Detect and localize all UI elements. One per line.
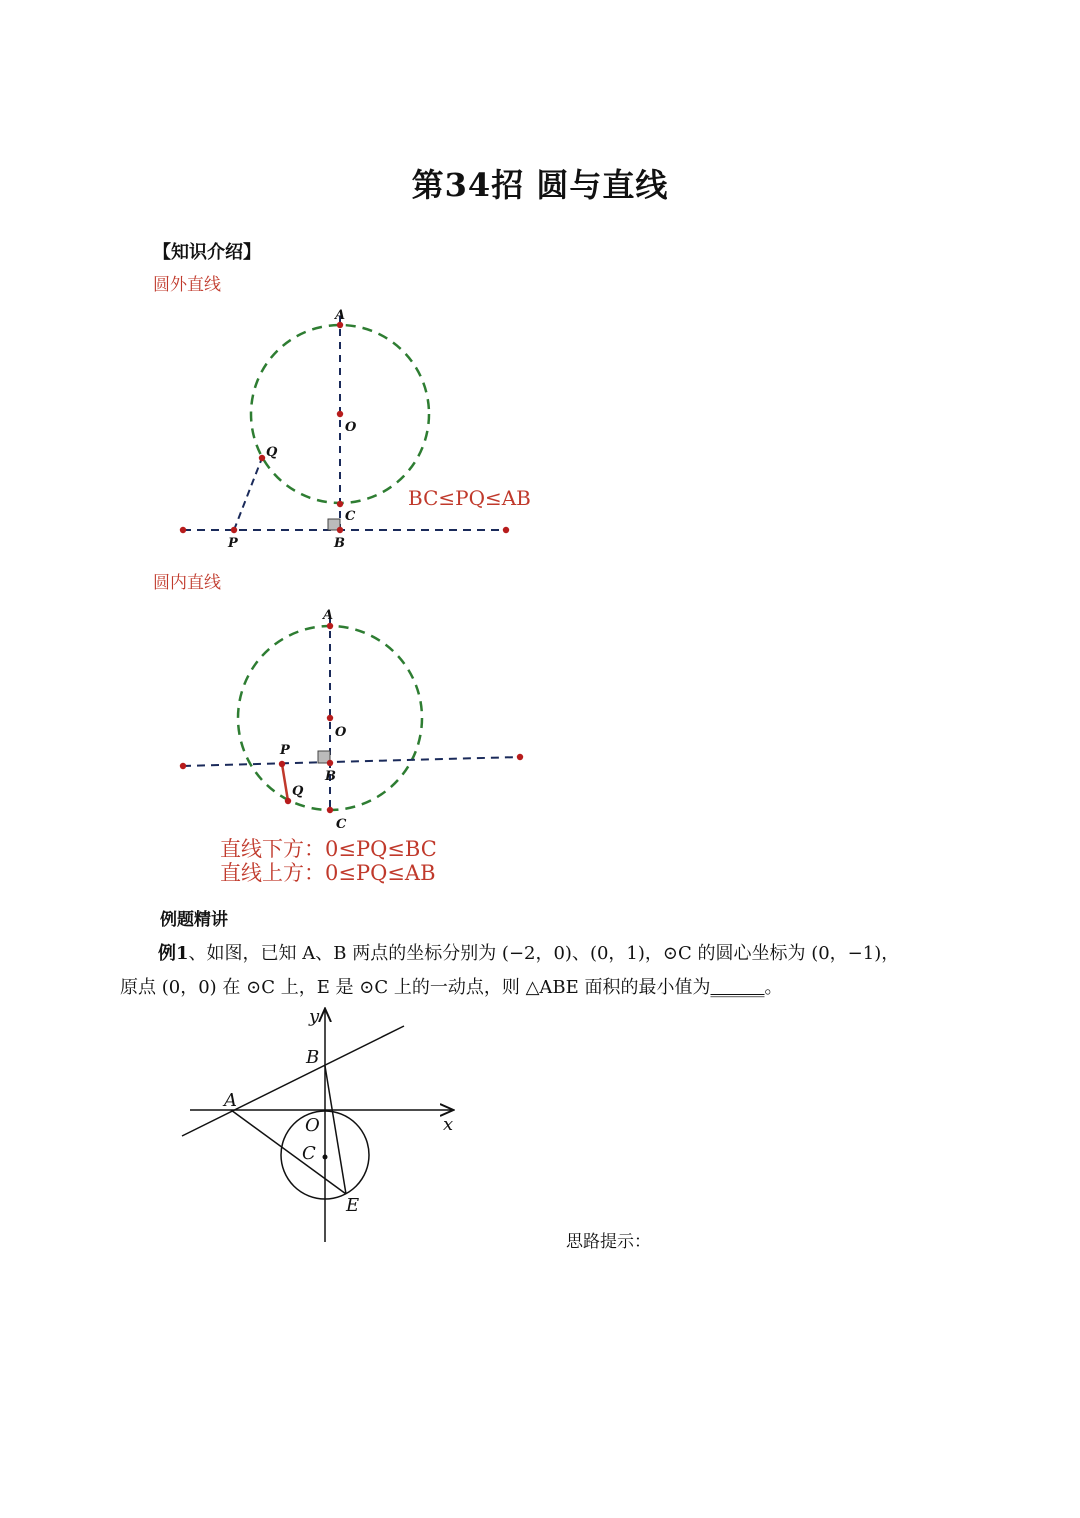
part2-label: 圆内直线 [153, 573, 221, 593]
fig2-label-o: O [335, 725, 347, 740]
fig1-label-o: O [345, 420, 357, 435]
center-c-dot [323, 1155, 328, 1160]
example-1-line1: 、如图，已知 A、B 两点的坐标分别为 (−2，0)、(0，1)，⊙C 的圆心坐标为 (0，−1)， [188, 943, 900, 964]
example-1-lead: 例1 [158, 943, 189, 964]
label-o: O [305, 1115, 320, 1136]
fig2-label-c: C [336, 817, 347, 832]
label-b: B [306, 1047, 320, 1068]
fig2-label-a: A [323, 608, 334, 623]
fig1-label-a: A [335, 308, 346, 323]
fig2-label-b: B [325, 769, 336, 784]
fig1-label-q: Q [266, 445, 278, 460]
relation-outside: BC≤PQ≤AB [408, 486, 531, 510]
fig1-label-c: C [345, 509, 356, 524]
relation-below-line: 直线下方：0≤PQ≤BC [220, 837, 437, 861]
example-1-end: 。 [764, 977, 783, 998]
segment-be [325, 1066, 346, 1194]
section-heading: 【知识介绍】 [153, 242, 261, 263]
fig2-label-q: Q [292, 784, 304, 799]
label-a: A [224, 1090, 237, 1111]
segment-ae [231, 1110, 346, 1194]
label-c: C [302, 1143, 316, 1164]
answer-blank: ______ [710, 977, 765, 998]
example-1-line2: 原点 (0，0) 在 ⊙C 上，E 是 ⊙C 上的一动点，则 △ABE 面积的最小值为 [120, 977, 711, 998]
page-title: 第34招 圆与直线 [411, 166, 669, 204]
hint-label: 思路提示： [566, 1232, 651, 1252]
label-y: y [309, 1006, 320, 1027]
relation-above-line: 直线上方：0≤PQ≤AB [220, 861, 436, 885]
line-ab [182, 1026, 404, 1136]
fig1-label-p: P [228, 536, 238, 551]
label-x: x [443, 1114, 454, 1135]
part1-label: 圆外直线 [153, 275, 221, 295]
label-e: E [346, 1195, 360, 1216]
examples-heading: 例题精讲 [160, 910, 228, 930]
fig2-label-p: P [280, 743, 290, 758]
fig1-label-b: B [334, 536, 345, 551]
